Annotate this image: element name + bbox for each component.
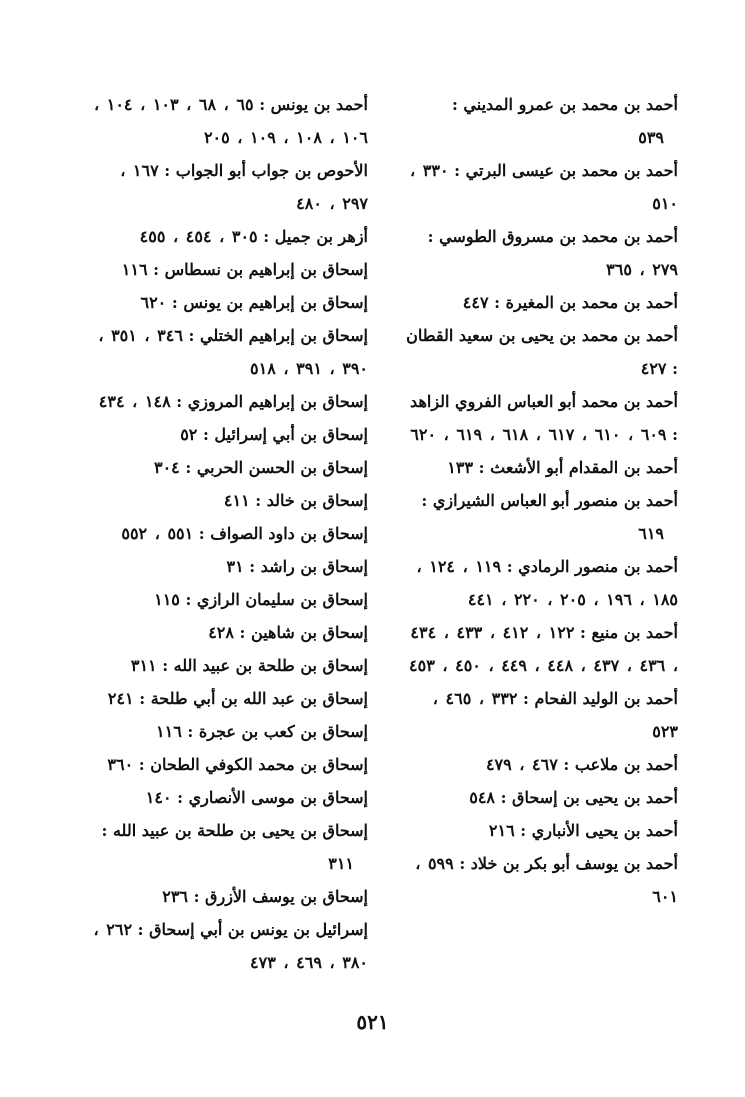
index-entry: إسحاق بن كعب بن عجرة : ١١٦ [156, 722, 368, 741]
index-entry: إسحاق بن شاهين : ٤٢٨ [208, 623, 368, 642]
index-entry: إسرائيل بن يونس بن أبي إسحاق : ٢٦٢ ، ٣٨٠ ، ٤٦٩ ، ٤٧٣ [93, 920, 368, 972]
index-column-right [402, 88, 678, 913]
index-entry: إسحاق بن طلحة بن عبيد الله : ٣١١ [130, 656, 368, 675]
index-entry: أحمد بن يحيى الأنباري : ٢١٦ [488, 821, 678, 840]
index-entry: إسحاق بن إبراهيم بن نسطاس : ١١٦ [121, 260, 368, 279]
index-entry: إسحاق بن عبد الله بن أبي طلحة : ٢٤١ [107, 689, 368, 708]
index-entry: إسحاق بن إبراهيم المروزي : ١٤٨ ، ٤٣٤ [98, 392, 368, 411]
index-entry: إسحاق بن خالد : ٤١١ [223, 491, 368, 510]
index-entry: أحمد بن الوليد الفحام : ٣٣٢ ، ٤٦٥ ، ٥٢٣ [432, 689, 678, 741]
index-entry: إسحاق بن يحيى بن طلحة بن عبيد الله : ٣١١ [101, 821, 368, 873]
index-entry: إسحاق بن سليمان الرازي : ١١٥ [154, 590, 368, 609]
index-entry: إسحاق بن محمد الكوفي الطحان : ٣٦٠ [107, 755, 368, 774]
index-entry: أحمد بن محمد أبو العباس الفروي الزاهد : ٦٠٩ ، ٦١٠ ، ٦١٧ ، ٦١٨ ، ٦١٩ ، ٦٢٠ [410, 392, 678, 444]
index-entry: الأحوص بن جواب أبو الجواب : ١٦٧ ، ٢٩٧ ، ٤٨٠ [120, 161, 368, 213]
index-entry: أحمد بن منيع : ١٢٢ ، ٤١٢ ، ٤٣٣ ، ٤٣٤ ، ٤٣٦ ، ٤٣٧ ، ٤٤٨ ، ٤٤٩ ، ٤٥٠ ، ٤٥٣ [409, 623, 678, 675]
index-entry: إسحاق بن أبي إسرائيل : ٥٢ [180, 425, 368, 444]
index-entry: إسحاق بن موسى الأنصاري : ١٤٠ [145, 788, 368, 807]
index-entry: أحمد بن محمد بن عمرو المديني : ٥٣٩ [451, 95, 678, 147]
index-entry: أحمد بن المقدام أبو الأشعث : ١٣٣ [447, 458, 678, 477]
index-entry: إسحاق بن راشد : ٣١ [226, 557, 368, 576]
index-entry: أحمد بن محمد بن يحيى بن سعيد القطان : ٤٢٧ [406, 326, 678, 378]
index-entry: أحمد بن يحيى بن إسحاق : ٥٤٨ [469, 788, 678, 807]
index-entry: إسحاق بن إبراهيم الختلي : ٣٤٦ ، ٣٥١ ، ٣٩٠ ، ٣٩١ ، ٥١٨ [98, 326, 368, 378]
index-entry: أحمد بن منصور الرمادي : ١١٩ ، ١٢٤ ، ١٨٥ ، ١٩٦ ، ٢٠٥ ، ٢٢٠ ، ٤٤١ [416, 557, 678, 609]
index-entry: إسحاق بن الحسن الحربي : ٣٠٤ [153, 458, 368, 477]
index-entry: أزهر بن جميل : ٣٠٥ ، ٤٥٤ ، ٤٥٥ [139, 227, 368, 246]
index-entry: إسحاق بن داود الصواف : ٥٥١ ، ٥٥٢ [121, 524, 368, 543]
index-entry: أحمد بن محمد بن المغيرة : ٤٤٧ [462, 293, 678, 312]
index-entry: أحمد بن يوسف أبو بكر بن خلاد : ٥٩٩ ، ٦٠١ [415, 854, 678, 906]
page-number: ٥٢١ [356, 1010, 389, 1034]
index-entry: إسحاق بن يوسف الأزرق : ٢٣٦ [162, 887, 368, 906]
index-column-left [92, 88, 368, 979]
index-entry: إسحاق بن إبراهيم بن يونس : ٦٢٠ [140, 293, 368, 312]
index-entry: أحمد بن ملاعب : ٤٦٧ ، ٤٧٩ [485, 755, 678, 774]
index-entry: أحمد بن منصور أبو العباس الشيرازي : ٦١٩ [421, 491, 678, 543]
index-entry: أحمد بن محمد بن مسروق الطوسي : ٢٧٩ ، ٣٦٥ [427, 227, 678, 279]
index-entry: أحمد بن يونس : ٦٥ ، ٦٨ ، ١٠٣ ، ١٠٤ ، ١٠٦ ، ١٠٨ ، ١٠٩ ، ٢٠٥ [94, 95, 368, 147]
index-entry: أحمد بن محمد بن عيسى البرتي : ٣٣٠ ، ٥١٠ [410, 161, 678, 213]
